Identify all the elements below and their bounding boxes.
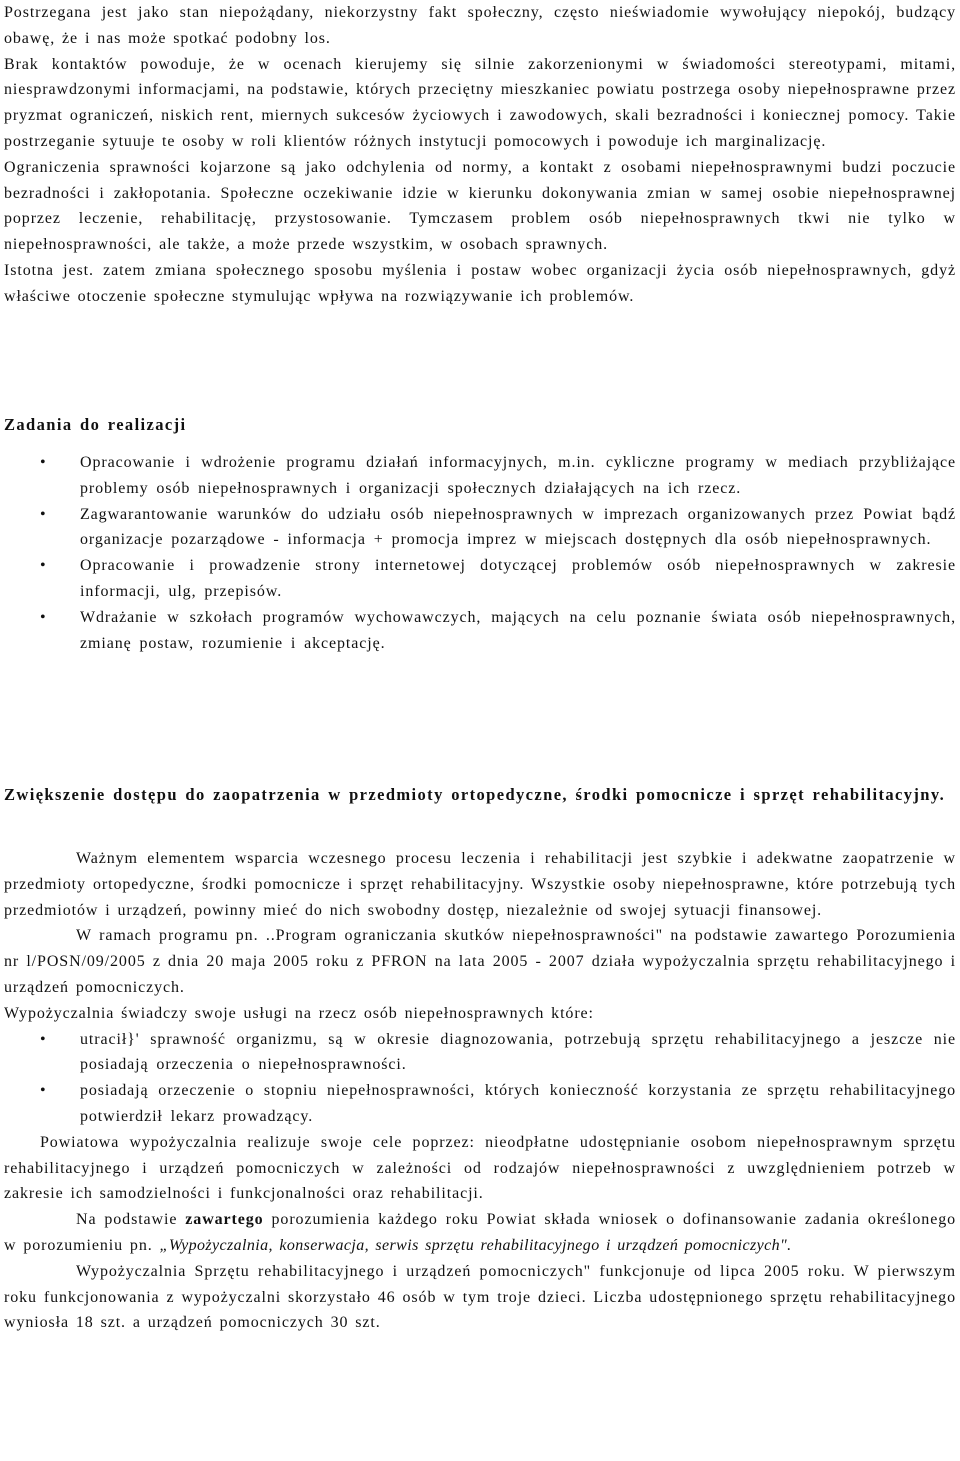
paragraph-limitations: Ograniczenia sprawności kojarzone są jako odchylenia od normy, a kontakt z osobami niepełnosprawnymi budzi poczucie bezradności i zakłopotania. Społeczne oczekiwanie idzie w kierunku dokonywania zmian w samej osobie niepełnosprawnej poprzez leczenie, rehabilitację, przystosowanie. Tymczasem problem osób niepełnosprawnych tkwi nie tylko w niepełnosprawności, ale także, a może przede wszystkim, w osobach sprawnych. <box>4 158 956 254</box>
list-item: • posiadają orzeczenie o stopniu niepełnosprawności, których konieczność korzystania ze sprzętu rehabilitacyjnego potwierdził lekarz prowadzący. <box>4 1078 956 1130</box>
tasks-list <box>4 450 956 656</box>
equipment-section <box>4 782 956 808</box>
bullet-icon: • <box>40 557 47 575</box>
intro-section <box>4 0 956 310</box>
list-item: • Opracowanie i wdrożenie programu działań informacyjnych, m.in. cykliczne programy w mediach przybliżające problemy osób niepełnosprawnych i organizacji społecznych działających na ich rzecz. <box>4 450 956 502</box>
tasks-section <box>4 412 956 438</box>
bullet-icon: • <box>40 505 47 523</box>
paragraph-statistics: Wypożyczalnia Sprzętu rehabilitacyjnego i urządzeń pomocniczych" funkcjonuje od lipca 2005 roku. W pierwszym roku funkcjonowania z wypożyczalni skorzystało 46 osób w tym troje dzieci. Liczba udostępnionego sprzętu rehabilitacyjnego wyniosła 18 szt. a urządzeń pomocniczych 30 szt. <box>4 1262 956 1332</box>
section-heading-tasks: Zadania do realizacji <box>4 415 187 434</box>
paragraph-perception: Postrzegana jest jako stan niepożądany, niekorzystny fakt społeczny, często nieświadomie wywołujący niepokój, budzący obawę, że i nas może spotkać podobny los. <box>4 4 956 47</box>
paragraph-importance: Ważnym elementem wsparcia wczesnego procesu leczenia i rehabilitacji jest szybkie i adekwatne zaopatrzenie w przedmioty ortopedyczne, środki pomocnicze i sprzęt rehabilitacyjny. Wszystkie osoby niepełnosprawne, które potrzebują tych przedmiotów i urządzeń, powinny mieć do nich swobodny dostęp, niezależnie od swojej sytuacji finansowej. <box>4 850 956 919</box>
list-item: • Opracowanie i prowadzenie strony internetowej dotyczącej problemów osób niepełnosprawnych w zakresie informacji, ulg, przepisów. <box>4 553 956 605</box>
list-item: • Zagwarantowanie warunków do udziału osób niepełnosprawnych w imprezach organizowanych przez Powiat bądź organizacje pozarządowe - informacja + promocja imprez w miejscach dostępnych dla osób niepełnosprawnych. <box>4 502 956 554</box>
bullet-icon: • <box>40 454 47 471</box>
paragraph-services-intro: Wypożyczalnia świadczy swoje usługi na rzecz osób niepełnosprawnych które: <box>4 1004 594 1022</box>
bullet-icon: • <box>40 1030 47 1048</box>
list-item: • Wdrażanie w szkołach programów wychowawczych, mających na celu poznanie świata osób niepełnosprawnych, zmianę postaw, rozumienie i akceptację. <box>4 605 956 657</box>
paragraph-lack-of-contact: Brak kontaktów powoduje, że w ocenach kierujemy się silnie zakorzenionymi w świadomości stereotypami, mitami, niesprawdzonymi informacjami, na podstawie, których przeciętny mieszkaniec powiatu postrzega osoby niepełnosprawne przez pryzmat ograniczeń, niskich rent, miernych sukcesów życiowych i zawodowych, skali bezradności i koniecznej pomocy. Takie postrzeganie sytuuje te osoby w roli klientów różnych instytucji pomocowych i powoduje ich marginalizację. <box>4 55 956 150</box>
section-heading-equipment: Zwiększenie dostępu do zaopatrzenia w przedmioty ortopedyczne, środki pomocnicze i sprzęt rehabilitacyjny. <box>4 785 946 804</box>
paragraph-program: W ramach programu pn. ..Program ograniczania skutków niepełnosprawności" na podstawie zawartego Porozumienia nr l/POSN/09/2005 z dnia 20 maja 2005 roku z PFRON na lata 2005 - 2007 działa wypożyczalnia sprzętu rehabilitacyjnego i urządzeń pomocniczych. <box>4 927 956 996</box>
bullet-icon: • <box>40 1082 47 1100</box>
tasks-list-wrap <box>4 450 956 656</box>
bullet-icon: • <box>40 608 47 626</box>
list-item: • utracił}' sprawność organizmu, są w okresie diagnozowania, potrzebują sprzętu rehabilitacyjnego a jeszcze nie posiadają orzeczenia o niepełnosprawności. <box>4 1027 956 1079</box>
paragraph-change-needed: Istotna jest. zatem zmiana społecznego sposobu myślenia i postaw wobec organizacji życia osób niepełnosprawnych, gdyż właściwe otoczenie społeczne stymulując wpływa na rozwiązywanie ich problemów. <box>4 261 956 305</box>
paragraph-goals: Powiatowa wypożyczalnia realizuje swoje cele poprzez: nieodpłatne udostępnianie osobom niepełnosprawnym sprzętu rehabilitacyjnego i urządzeń pomocniczych w zależności od rodzajów niepełnosprawności z uwzględnieniem potrzeb w zakresie ich samodzielności i funkcjonalności oraz rehabilitacji. <box>4 1133 956 1203</box>
paragraph-funding: Na podstawie zawartego porozumienia każdego roku Powiat składa wniosek o dofinansowanie zadania określonego w porozumieniu pn. „Wypożyczalnia, konserwacja, serwis sprzętu rehabilitacyjnego i urządzeń pomocniczych". <box>4 1211 957 1254</box>
eligibility-list <box>4 1027 956 1130</box>
equipment-body <box>4 846 956 1336</box>
